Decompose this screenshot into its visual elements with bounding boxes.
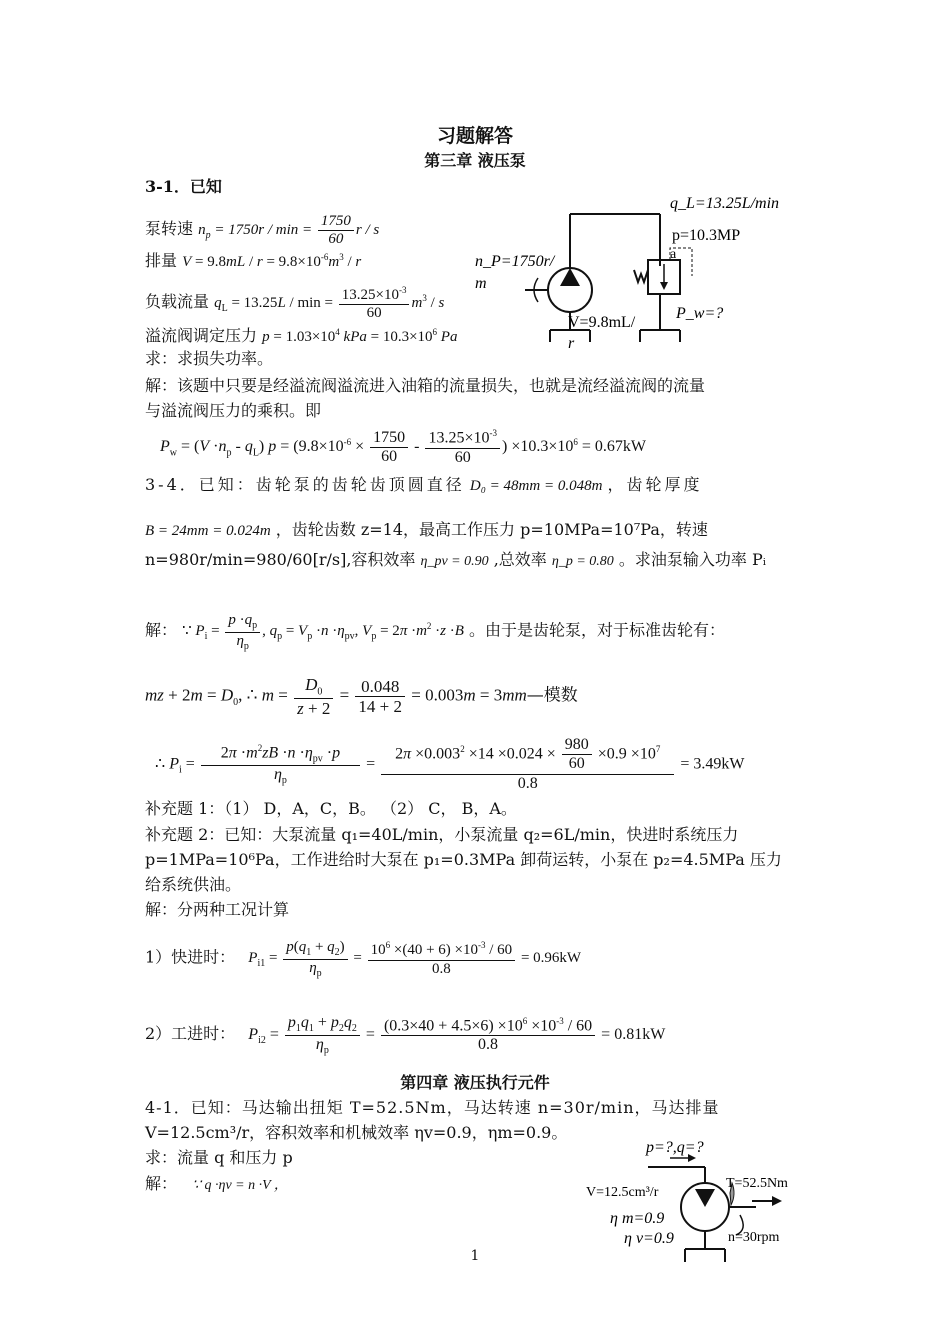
problem-4-1-ask: 求：流量 q 和压力 p <box>145 1148 293 1167</box>
total-efficiency-formula: η_p = 0.80 <box>551 554 614 569</box>
module-formula: mz + $2m = D_0$, ∴ m = $\frac{D_0}{z + 2}$ = $\frac{0.048}{14 + 2}$ = 0.003m = 3mm—模数 <box>145 675 578 718</box>
load-flow-formula: $q_L = 13.25L / \min$ = $\frac{13.25\times 10^{-3}}{60}$ $m^3$ / s <box>214 285 445 322</box>
page-number: 1 <box>470 1248 480 1264</box>
pump-speed-label: 泵转速 <box>145 219 194 239</box>
diagram-a-label: a <box>670 247 677 262</box>
loss-power-result: = 0.67kW <box>581 438 647 456</box>
problem-3-4-solution-line <box>145 612 725 652</box>
work-feed-result: = 0.81kW <box>601 1025 666 1043</box>
motor-V-label: V=12.5cm³/r <box>586 1185 659 1200</box>
problem-3-4-line3 <box>145 551 766 570</box>
pump-speed-formula: $n_p = 1750r / \min$ = $\frac{1750}{60}$ r / s <box>198 213 380 248</box>
load-flow-label: 负载流量 <box>145 292 210 312</box>
input-power-formula: ∴ $P_i$ = $\frac{2\pi \cdot m^2zB \cdot n \cdot\eta_{pv} \cdot p}{\eta_p}$ = $2\pi \times 0.003^2 \times 14 \times 0.024$ × $\frac{980}{60}$ $\times 0.9 \times 10^7$ 0.8 = 3.49kW <box>155 736 745 792</box>
pump-speed-fraction: $\frac{1750}{60}$ <box>318 213 354 249</box>
problem-3-4-text3: n=980r/min=980/60[r/s],容积效率 <box>145 550 416 569</box>
loss-power-formula: $P_w = (V \cdot n_p - q_L) p = (9.8\times 10^{-6}$ × $\frac{1750}{60}$ - $\frac{13.25\times 10^{-3}}{60}$ ) $\times 10.3\times 10^6 = 0.67kW$ <box>160 428 647 466</box>
supplementary-2-solution: 解：分两种工况计算 <box>145 900 290 919</box>
work-feed-formula: $P_{i2}$ = $\frac{p_1q_1 + p_2q_2}{\eta_p}$ = $\frac{(0.3\times 40 + 4.5\times 6) \times 10^6 \times 10^{-3} / 60}{0.8}$ = 0.81kW <box>248 1014 666 1056</box>
diagram-m-label: m <box>475 275 487 292</box>
displacement-formula: $V = 9.8mL / r = 9.8\times 10^{-6}m^3 / r$ <box>182 252 362 270</box>
supplementary-2-line1: 补充题 2：已知：大泵流量 q₁=40L/min，小泵流量 q₂=6L/min，快进时系统压力 <box>145 825 739 844</box>
motor-pq-label: p=?,q=? <box>646 1139 704 1156</box>
pump-circuit-diagram <box>475 190 820 355</box>
relief-pressure-line <box>145 327 457 346</box>
diagram-V-label: V=9.8mL/ <box>568 314 636 331</box>
displacement-line <box>145 252 361 271</box>
problem-3-4-line2 <box>145 521 708 540</box>
volumetric-efficiency-formula: η_pv = 0.90 <box>420 554 489 569</box>
tooth-width-formula: B = 24mm = 0.024m <box>145 523 271 539</box>
problem-3-1-ask: 求：求损失功率。 <box>145 349 274 368</box>
input-power-definition: ∵ $P_i$ = $\frac{p \cdot q_p}{\eta_p}$ , $q_p = V_p \cdot n \cdot\eta_{pv}$, $V_p = 2\pi \cdot m^2 \cdot z \cdot B$ <box>182 612 464 652</box>
motor-eta-v-label: η v=0.9 <box>624 1230 674 1247</box>
supplementary-2-line3: 给系统供油。 <box>145 875 242 894</box>
flow-relation-formula: ∵ q ·ηv = n ·V ， <box>192 1178 288 1193</box>
motor-eta-m-label: η m=0.9 <box>610 1210 665 1227</box>
fast-forward-line <box>145 939 581 979</box>
diagram-r-label: r <box>568 335 575 352</box>
diagram-Pw-label: P_w=? <box>676 305 724 322</box>
diagram-qL-label: q_L=13.25L/min <box>670 195 780 212</box>
problem-4-1-line1: 4-1．已知：马达输出扭矩 T=52.5Nm，马达转速 n=30r/min，马达排量 <box>145 1098 720 1117</box>
fast-forward-result: = 0.96kW <box>520 950 582 967</box>
solution-tail: 。由于是齿轮泵，对于标准齿轮有： <box>469 620 726 640</box>
relief-pressure-label: 溢流阀调定压力 <box>145 326 258 345</box>
problem-3-1-solution-line2: 与溢流阀压力的乘积。即 <box>145 401 322 420</box>
motor-T-label: T=52.5Nm <box>726 1176 788 1191</box>
chapter-3-title: 第三章 液压泵 <box>424 151 526 170</box>
motor-n-label: n=30rpm <box>728 1230 780 1245</box>
module-label: —模数 <box>526 685 578 706</box>
diagram-np-label: n_P=1750r/ <box>475 253 555 270</box>
problem-3-4-text3-tail: 。求油泵输入功率 Pᵢ <box>618 550 766 569</box>
problem-3-1-solution-line1: 解：该题中只要是经溢流阀溢流进入油箱的流量损失，也就是流经溢流阀的流量 <box>145 376 706 395</box>
input-power-result: = 3.49kW <box>680 755 745 773</box>
pump-speed-line <box>145 213 379 249</box>
problem-3-4-line1 <box>145 476 703 495</box>
supplementary-1: 补充题 1：（1） D，A，C，B。 （2） C， B，A。 <box>145 799 517 818</box>
displacement-label: 排量 <box>145 251 178 270</box>
problem-3-4-text1-tail: ，齿轮厚度 <box>607 475 703 494</box>
problem-4-1-solution-prefix: 解： <box>145 1174 178 1193</box>
problem-3-1-heading: 3-1．已知 <box>145 177 222 196</box>
problem-3-4-text3-mid: ,总效率 <box>493 550 547 569</box>
load-flow-fraction: $\frac{13.25\times 10^{-3}}{60}$ <box>339 285 410 323</box>
relief-pressure-formula: $p = 1.03\times 10^4$ kPa = $10.3\times 10^6$ Pa <box>262 327 458 345</box>
solution-prefix: 解： <box>145 620 178 640</box>
fast-forward-label: 1）快进时： <box>145 947 236 967</box>
supplementary-2-line2: p=1MPa=10⁶Pa，工作进给时大泵在 p₁=0.3MPa 卸荷运转，小泵在 p₂=4.5MPa 压力 <box>145 850 782 869</box>
problem-3-4-text2: ，齿轮齿数 z=14，最高工作压力 p=10MPa=10⁷Pa，转速 <box>275 520 708 539</box>
diagram-p-label: p=10.3MP <box>672 227 741 244</box>
tip-diameter-formula: D₀ = 48mm = 0.048m <box>469 478 603 494</box>
problem-4-1-solution <box>145 1175 288 1194</box>
page-title: 习题解答 <box>436 125 513 147</box>
problem-3-4-text1: 3-4．已知：齿轮泵的齿轮齿顶圆直径 <box>145 475 465 494</box>
chapter-4-title: 第四章 液压执行元件 <box>400 1073 550 1092</box>
problem-4-1-line2: V=12.5cm³/r，容积效率和机械效率 ηv=0.9，ηm=0.9。 <box>145 1123 568 1142</box>
load-flow-line <box>145 285 444 323</box>
work-feed-line <box>145 1014 665 1056</box>
fast-forward-formula: $P_{i1}$ = $\frac{p(q_1 + q_2)}{\eta_p}$ = $\frac{10^6 \times(40 + 6) \times 10^{-3} / 60}{0.8}$ = 0.96kW <box>248 939 582 979</box>
work-feed-label: 2）工进时： <box>145 1023 236 1043</box>
